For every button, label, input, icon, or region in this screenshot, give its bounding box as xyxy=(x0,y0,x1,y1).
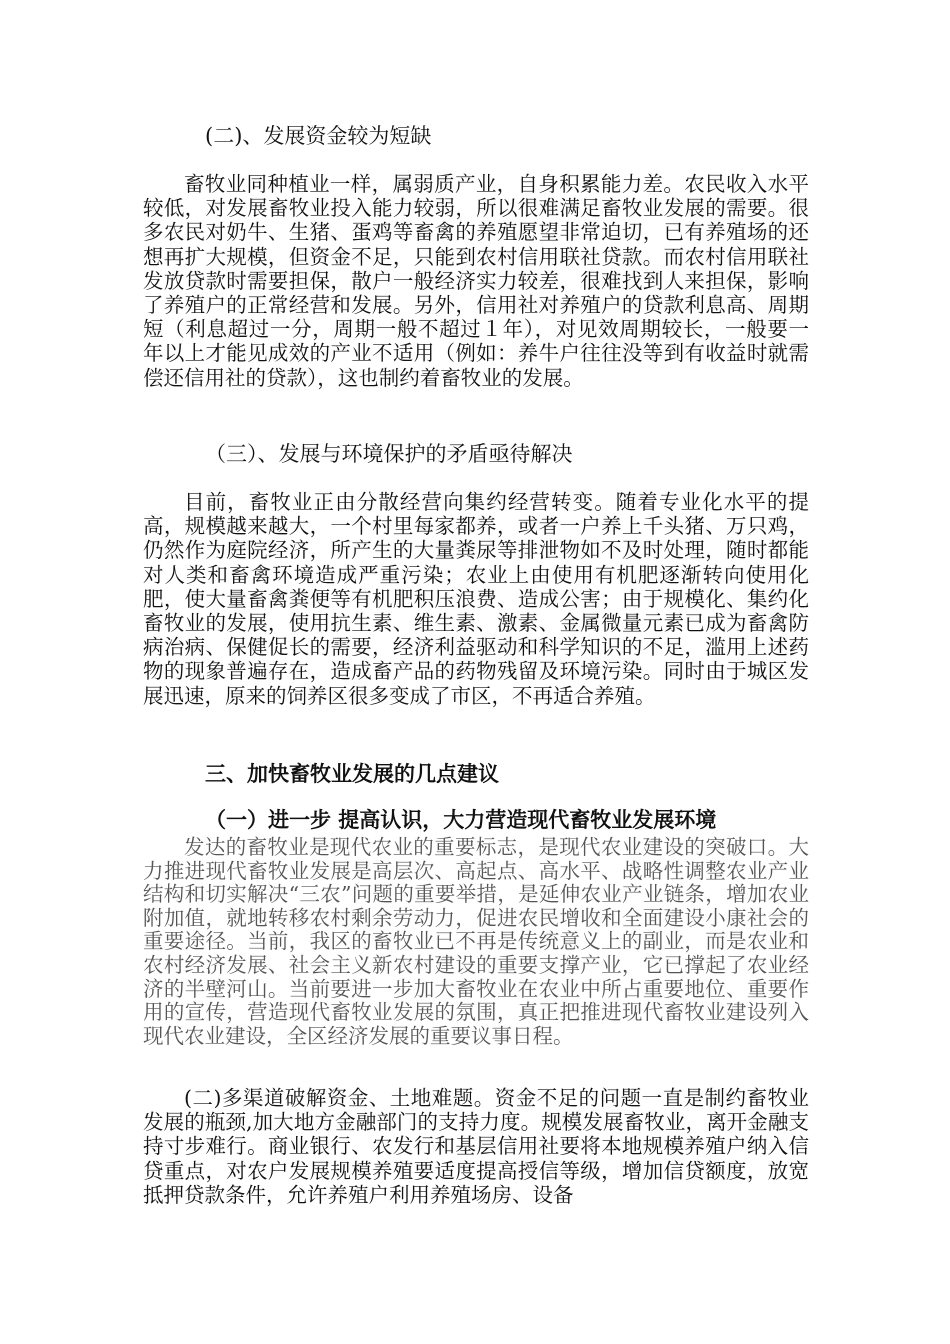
heading-funding-shortage: (二)、发展资金较为短缺 xyxy=(205,124,432,148)
paragraph-environment-conflict: 目前，畜牧业正由分散经营向集约经营转变。随着专业化水平的提高，规模越来越大，一个村里每家都养，或者一户养上千头猪、万只鸡，仍然作为庭院经济，所产生的大量粪尿等排泄物如不及时处理，随时都能对人类和畜禽环境造成严重污染；农业上由使用有机肥逐渐转向使用化肥，使大量畜禽粪便等有机肥积压浪费、造成公害；由于规模化、集约化畜牧业的发展，使用抗生素、维生素、激素、金属微量元素已成为畜禽防病治病、保健促长的需要，经济利益驱动和科学知识的不足，滥用上述药物的现象普遍存在，造成畜产品的药物残留及环境污染。同时由于城区发展迅速，原来的饲养区很多变成了市区，不再适合养殖。 xyxy=(143,490,809,708)
heading-raise-awareness: （一）进一步 提高认识，大力营造现代畜牧业发展环境 xyxy=(205,808,717,832)
paragraph-finance-land: (二)多渠道破解资金、土地难题。资金不足的问题一直是制约畜牧业发展的瓶颈,加大地方金融部门的支持力度。规模发展畜牧业，离开金融支持寸步难行。商业银行、农发行和基层信用社要将本地规模养殖户纳入信贷重点，对农户发展规模养殖要适度提高授信等级，增加信贷额度，放宽抵押贷款条件，允许养殖户利用养殖场房、设备 xyxy=(143,1086,809,1207)
heading-section-suggestions: 三、加快畜牧业发展的几点建议 xyxy=(205,762,499,786)
heading-environment-conflict: （三）、发展与环境保护的矛盾亟待解决 xyxy=(205,442,573,466)
paragraph-raise-awareness: 发达的畜牧业是现代农业的重要标志，是现代农业建设的突破口。大力推进现代畜牧业发展是高层次、高起点、高水平、战略性调整农业产业结构和切实解决“三农”问题的重要举措，是延伸农业产业链条，增加农业附加值，就地转移农村剩余劳动力，促进农民增收和全面建设小康社会的重要途径。当前，我区的畜牧业已不再是传统意义上的副业，而是农业和农村经济发展、社会主义新农村建设的重要支撑产业，它已撑起了农业经济的半壁河山。当前要进一步加大畜牧业在农业中所占重要地位、重要作用的宣传，营造现代畜牧业发展的氛围，真正把推进现代畜牧业建设列入现代农业建设，全区经济发展的重要议事日程。 xyxy=(143,835,809,1048)
paragraph-funding-shortage: 畜牧业同种植业一样，属弱质产业，自身积累能力差。农民收入水平较低，对发展畜牧业投入能力较弱，所以很难满足畜牧业发展的需要。很多农民对奶牛、生猪、蛋鸡等畜禽的养殖愿望非常迫切，已有养殖场的还想再扩大规模，但资金不足，只能到农村信用联社贷款。而农村信用联社发放贷款时需要担保，散户一般经济实力较差，很难找到人来担保，影响了养殖户的正常经营和发展。另外，信用社对养殖户的贷款利息高、周期短（利息超过一分，周期一般不超过１年），对见效周期较长，一般要一年以上才能见成效的产业不适用（例如：养牛户往往没等到有收益时就需偿还信用社的贷款），这也制约着畜牧业的发展。 xyxy=(143,172,809,390)
